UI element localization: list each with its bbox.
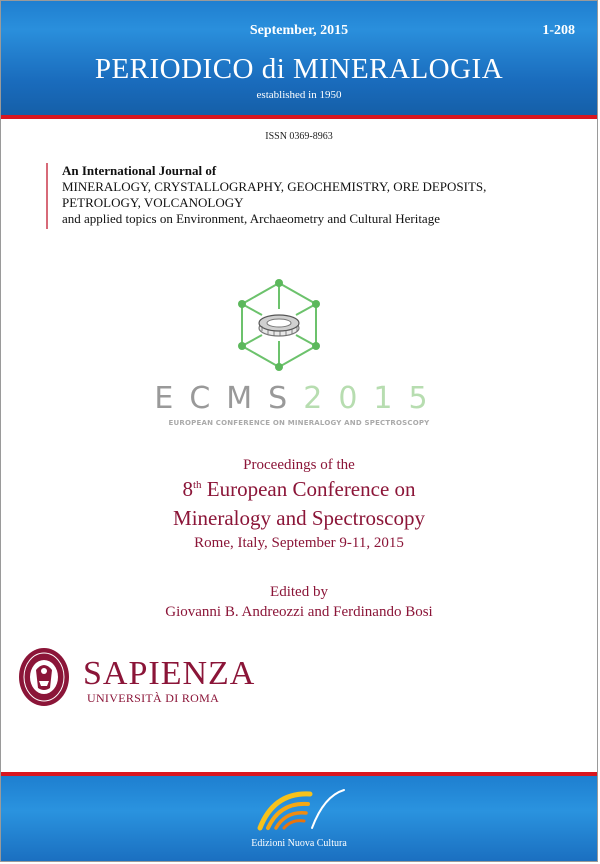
header-divider — [1, 115, 597, 119]
proceedings-intro: Proceedings of the — [243, 457, 355, 473]
proceedings-location-date: Rome, Italy, September 9-11, 2015 — [194, 535, 404, 551]
conference-letters: ECMS — [154, 381, 304, 416]
issn: ISSN 0369-8963 — [265, 131, 333, 142]
journal-topics-line1: MINERALOGY, CRYSTALLOGRAPHY, GEOCHEMISTRY, ORE DEPOSITS, — [62, 179, 487, 194]
journal-topics-applied: and applied topics on Environment, Archaeometry and Cultural Heritage — [62, 211, 440, 226]
issue-date: September, 2015 — [249, 23, 349, 38]
established-note: established in 1950 — [256, 89, 342, 101]
journal-description — [46, 163, 592, 229]
journal-title: PERIODICO di MINERALOGIA — [94, 53, 504, 85]
university-seal-icon — [17, 646, 71, 708]
journal-topics-line2: PETROLOGY, VOLCANOLOGY — [62, 195, 244, 210]
university-subtitle: UNIVERSITÀ DI ROMA — [87, 691, 220, 705]
page-range: 1-208 — [542, 23, 575, 38]
proceedings-topic: Mineralogy and Spectroscopy — [173, 506, 425, 530]
ordinal-number: 8 — [182, 477, 193, 501]
publisher-name: Edizioni Nuova Cultura — [251, 838, 347, 849]
university-name: SAPIENZA — [83, 655, 256, 692]
conference-subtitle: EUROPEAN CONFERENCE ON MINERALOGY AND SPECTROSCOPY — [168, 419, 430, 427]
edited-by-label: Edited by — [270, 584, 328, 600]
conference-year: 2015 — [303, 381, 444, 416]
crystal-lattice-icon — [234, 279, 324, 371]
ordinal-suffix: th — [192, 479, 202, 491]
publisher-wave-icon — [252, 784, 350, 834]
conference-name-part: European Conference on — [201, 477, 416, 501]
header-band — [1, 1, 597, 115]
journal-description-intro: An International Journal of — [62, 163, 217, 178]
conference-acronym — [1, 381, 597, 416]
editor-names: Giovanni B. Andreozzi and Ferdinando Bosi — [165, 604, 433, 620]
proceedings-conference-line — [1, 477, 597, 502]
